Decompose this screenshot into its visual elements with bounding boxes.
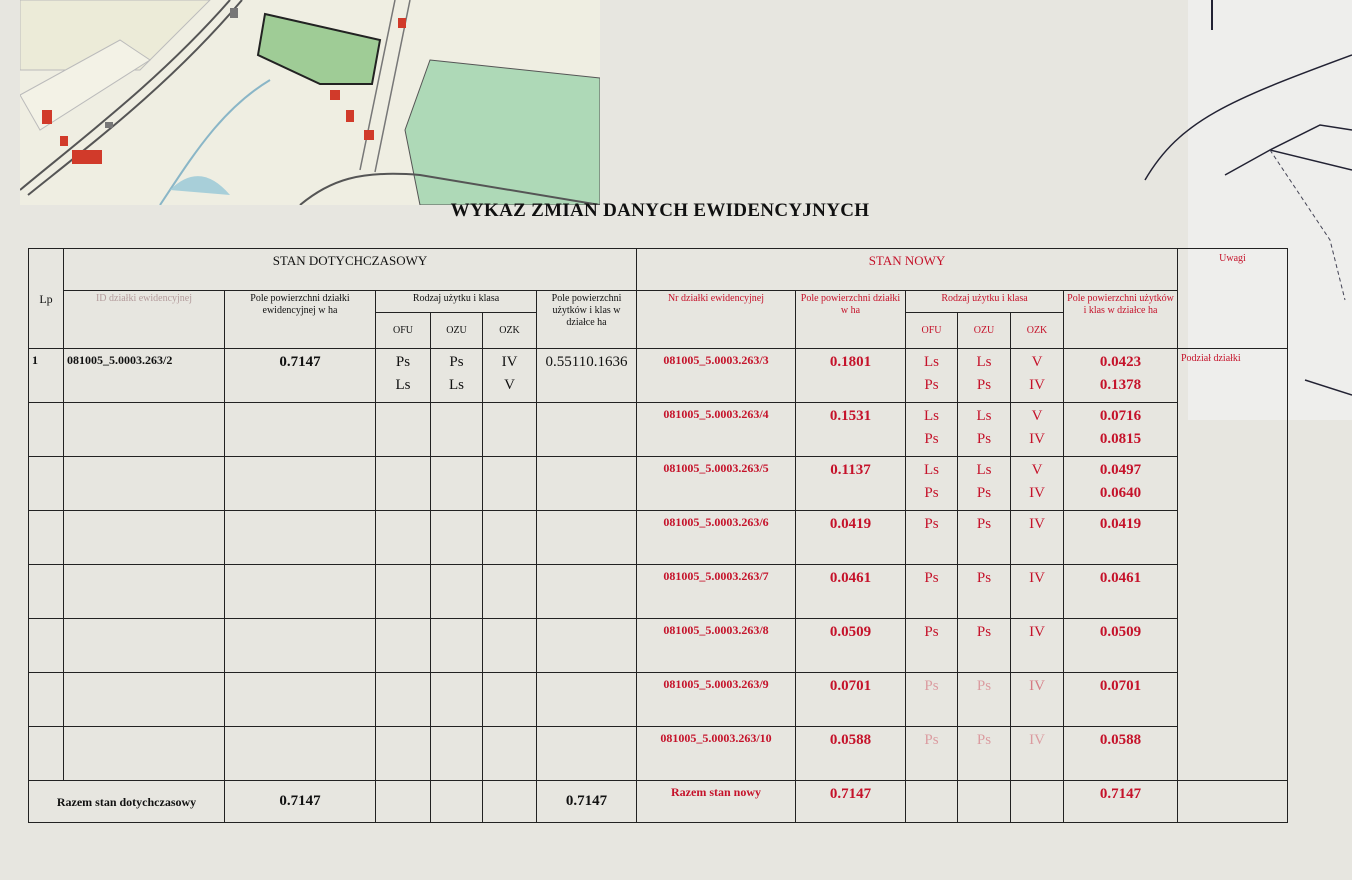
old-total-area: 0.7147 [225, 781, 376, 823]
new-ozu-value: Ps [958, 565, 1011, 619]
new-pole-value: 0.0509 [1064, 619, 1178, 673]
new-parcel-area: 0.0419 [796, 511, 906, 565]
new-pole-value: 0.0815 [1099, 430, 1142, 447]
old-ozu-header: OZU [431, 313, 483, 349]
new-ozk-value: IV [1011, 727, 1064, 781]
new-land-use-header: Rodzaj użytku i klasa [906, 291, 1064, 313]
document-title: WYKAZ ZMIAN DANYCH EWIDENCYJNYCH [450, 200, 870, 221]
new-ofu-value: Ps [924, 430, 939, 447]
table-row [29, 511, 1288, 565]
totals-row [29, 781, 1288, 823]
table-row [29, 403, 1288, 457]
new-state-header: STAN NOWY [637, 249, 1178, 291]
new-ofu-header: OFU [906, 313, 958, 349]
new-pole-value: 0.0588 [1064, 727, 1178, 781]
old-ozu-value: Ls [449, 376, 464, 393]
new-pole-header: Pole powierzchni użytków i klas w działce ha [1064, 291, 1178, 349]
new-ozk-value: IV [1011, 511, 1064, 565]
table-row [29, 619, 1288, 673]
new-ozu-value: Ps [976, 376, 992, 393]
old-area-header: Pole powierzchni działki ewidencyjnej w ha [225, 291, 376, 349]
new-pole-value: 0.0461 [1064, 565, 1178, 619]
new-ozu-value: Ps [958, 619, 1011, 673]
table-row [29, 727, 1288, 781]
new-pole-cell [1064, 403, 1178, 457]
new-pole-value: 0.0419 [1064, 511, 1178, 565]
new-parcel-id: 081005_5.0003.263/8 [637, 619, 796, 673]
old-ozk-value: V [504, 376, 515, 393]
new-ofu-value: Ls [924, 408, 939, 424]
old-ozk-cell [483, 349, 537, 403]
new-ozk-value: IV [1011, 565, 1064, 619]
new-ofu-value: Ps [906, 673, 958, 727]
map-fragment-top-left [20, 0, 600, 205]
new-parcel-area: 0.0701 [796, 673, 906, 727]
new-ofu-value: Ps [906, 565, 958, 619]
new-parcel-id: 081005_5.0003.263/10 [637, 727, 796, 781]
old-parcel-area: 0.7147 [225, 349, 376, 403]
new-ozk-value: V [1031, 462, 1043, 478]
new-parcel-id: 081005_5.0003.263/9 [637, 673, 796, 727]
old-state-header: STAN DOTYCHCZASOWY [64, 249, 637, 291]
new-ozu-value: Ps [976, 484, 992, 501]
row-lp: 1 [29, 349, 64, 403]
new-parcel-area: 0.0461 [796, 565, 906, 619]
new-ozu-value: Ls [976, 462, 992, 478]
register-table [28, 248, 1288, 823]
new-ofu-cell [906, 403, 958, 457]
old-pole-cell [537, 349, 637, 403]
old-total-pole: 0.7147 [537, 781, 637, 823]
new-id-header: Nr działki ewidencyjnej [637, 291, 796, 349]
new-parcel-area: 0.1137 [796, 457, 906, 511]
remarks-cell: Podział działki [1178, 349, 1288, 781]
new-ozk-value: IV [1011, 619, 1064, 673]
old-ozu-value: Ps [449, 354, 464, 370]
table-row [29, 565, 1288, 619]
new-parcel-area: 0.1531 [796, 403, 906, 457]
new-ozk-value: IV [1029, 376, 1045, 393]
old-ozk-value: IV [501, 354, 518, 370]
new-parcel-area: 0.0509 [796, 619, 906, 673]
new-ofu-value: Ps [924, 484, 939, 501]
old-parcel-id: 081005_5.0003.263/2 [64, 349, 225, 403]
new-area-header: Pole powierzchni działki w ha [796, 291, 906, 349]
new-ozk-header: OZK [1011, 313, 1064, 349]
new-parcel-id: 081005_5.0003.263/7 [637, 565, 796, 619]
new-ozu-cell [958, 349, 1011, 403]
new-ofu-cell [906, 349, 958, 403]
new-total-label: Razem stan nowy [637, 781, 796, 823]
old-ofu-header: OFU [376, 313, 431, 349]
new-ozu-cell [958, 457, 1011, 511]
new-parcel-area: 0.1801 [796, 349, 906, 403]
old-ozk-header: OZK [483, 313, 537, 349]
new-ofu-value: Ls [924, 462, 939, 478]
old-ofu-cell [376, 349, 431, 403]
new-parcel-id: 081005_5.0003.263/6 [637, 511, 796, 565]
new-pole-cell [1064, 349, 1178, 403]
table-row [29, 673, 1288, 727]
old-id-header: ID działki ewidencyjnej [64, 291, 225, 349]
new-ozk-cell [1011, 403, 1064, 457]
new-ozu-value: Ps [958, 727, 1011, 781]
new-ozk-value: IV [1029, 484, 1045, 501]
new-ozu-value: Ps [976, 430, 992, 447]
new-ozk-value: V [1031, 408, 1043, 424]
new-ozk-value: IV [1011, 673, 1064, 727]
new-pole-value: 0.1378 [1099, 376, 1142, 393]
new-pole-value: 0.0497 [1099, 462, 1142, 478]
new-parcel-id: 081005_5.0003.263/4 [637, 403, 796, 457]
new-ofu-value: Ps [906, 511, 958, 565]
new-total-area: 0.7147 [796, 781, 906, 823]
new-parcel-id: 081005_5.0003.263/3 [637, 349, 796, 403]
new-pole-value: 0.0701 [1064, 673, 1178, 727]
new-ozu-cell [958, 403, 1011, 457]
new-pole-value: 0.0716 [1099, 408, 1142, 424]
table-row [29, 457, 1288, 511]
new-ofu-value: Ps [924, 376, 939, 393]
new-pole-cell [1064, 457, 1178, 511]
new-parcel-id: 081005_5.0003.263/5 [637, 457, 796, 511]
new-ofu-value: Ps [906, 727, 958, 781]
new-ozk-value: IV [1029, 430, 1045, 447]
new-ozu-value: Ps [958, 511, 1011, 565]
new-total-pole: 0.7147 [1064, 781, 1178, 823]
new-ozk-value: V [1031, 354, 1043, 370]
old-ofu-value: Ls [395, 376, 411, 393]
old-ozu-cell [431, 349, 483, 403]
new-ofu-value: Ls [924, 354, 939, 370]
old-pole-value: 0.5511 [545, 354, 587, 370]
old-pole-header: Pole powierzchni użytków i klas w działce ha [537, 291, 637, 349]
old-total-label: Razem stan dotychczasowy [29, 781, 225, 823]
new-pole-value: 0.0640 [1099, 484, 1142, 501]
new-ozu-value: Ps [958, 673, 1011, 727]
old-ofu-value: Ps [395, 354, 411, 370]
old-pole-value: 0.1636 [586, 354, 628, 370]
lp-header: Lp [29, 249, 64, 349]
old-land-use-header: Rodzaj użytku i klasa [376, 291, 537, 313]
remarks-header: Uwagi [1178, 249, 1288, 349]
new-ozk-cell [1011, 349, 1064, 403]
new-ofu-value: Ps [906, 619, 958, 673]
table-row [29, 349, 1288, 403]
new-ofu-cell [906, 457, 958, 511]
new-ozu-value: Ls [976, 408, 992, 424]
new-ozu-header: OZU [958, 313, 1011, 349]
new-ozu-value: Ls [976, 354, 992, 370]
new-parcel-area: 0.0588 [796, 727, 906, 781]
new-ozk-cell [1011, 457, 1064, 511]
new-pole-value: 0.0423 [1099, 354, 1142, 370]
